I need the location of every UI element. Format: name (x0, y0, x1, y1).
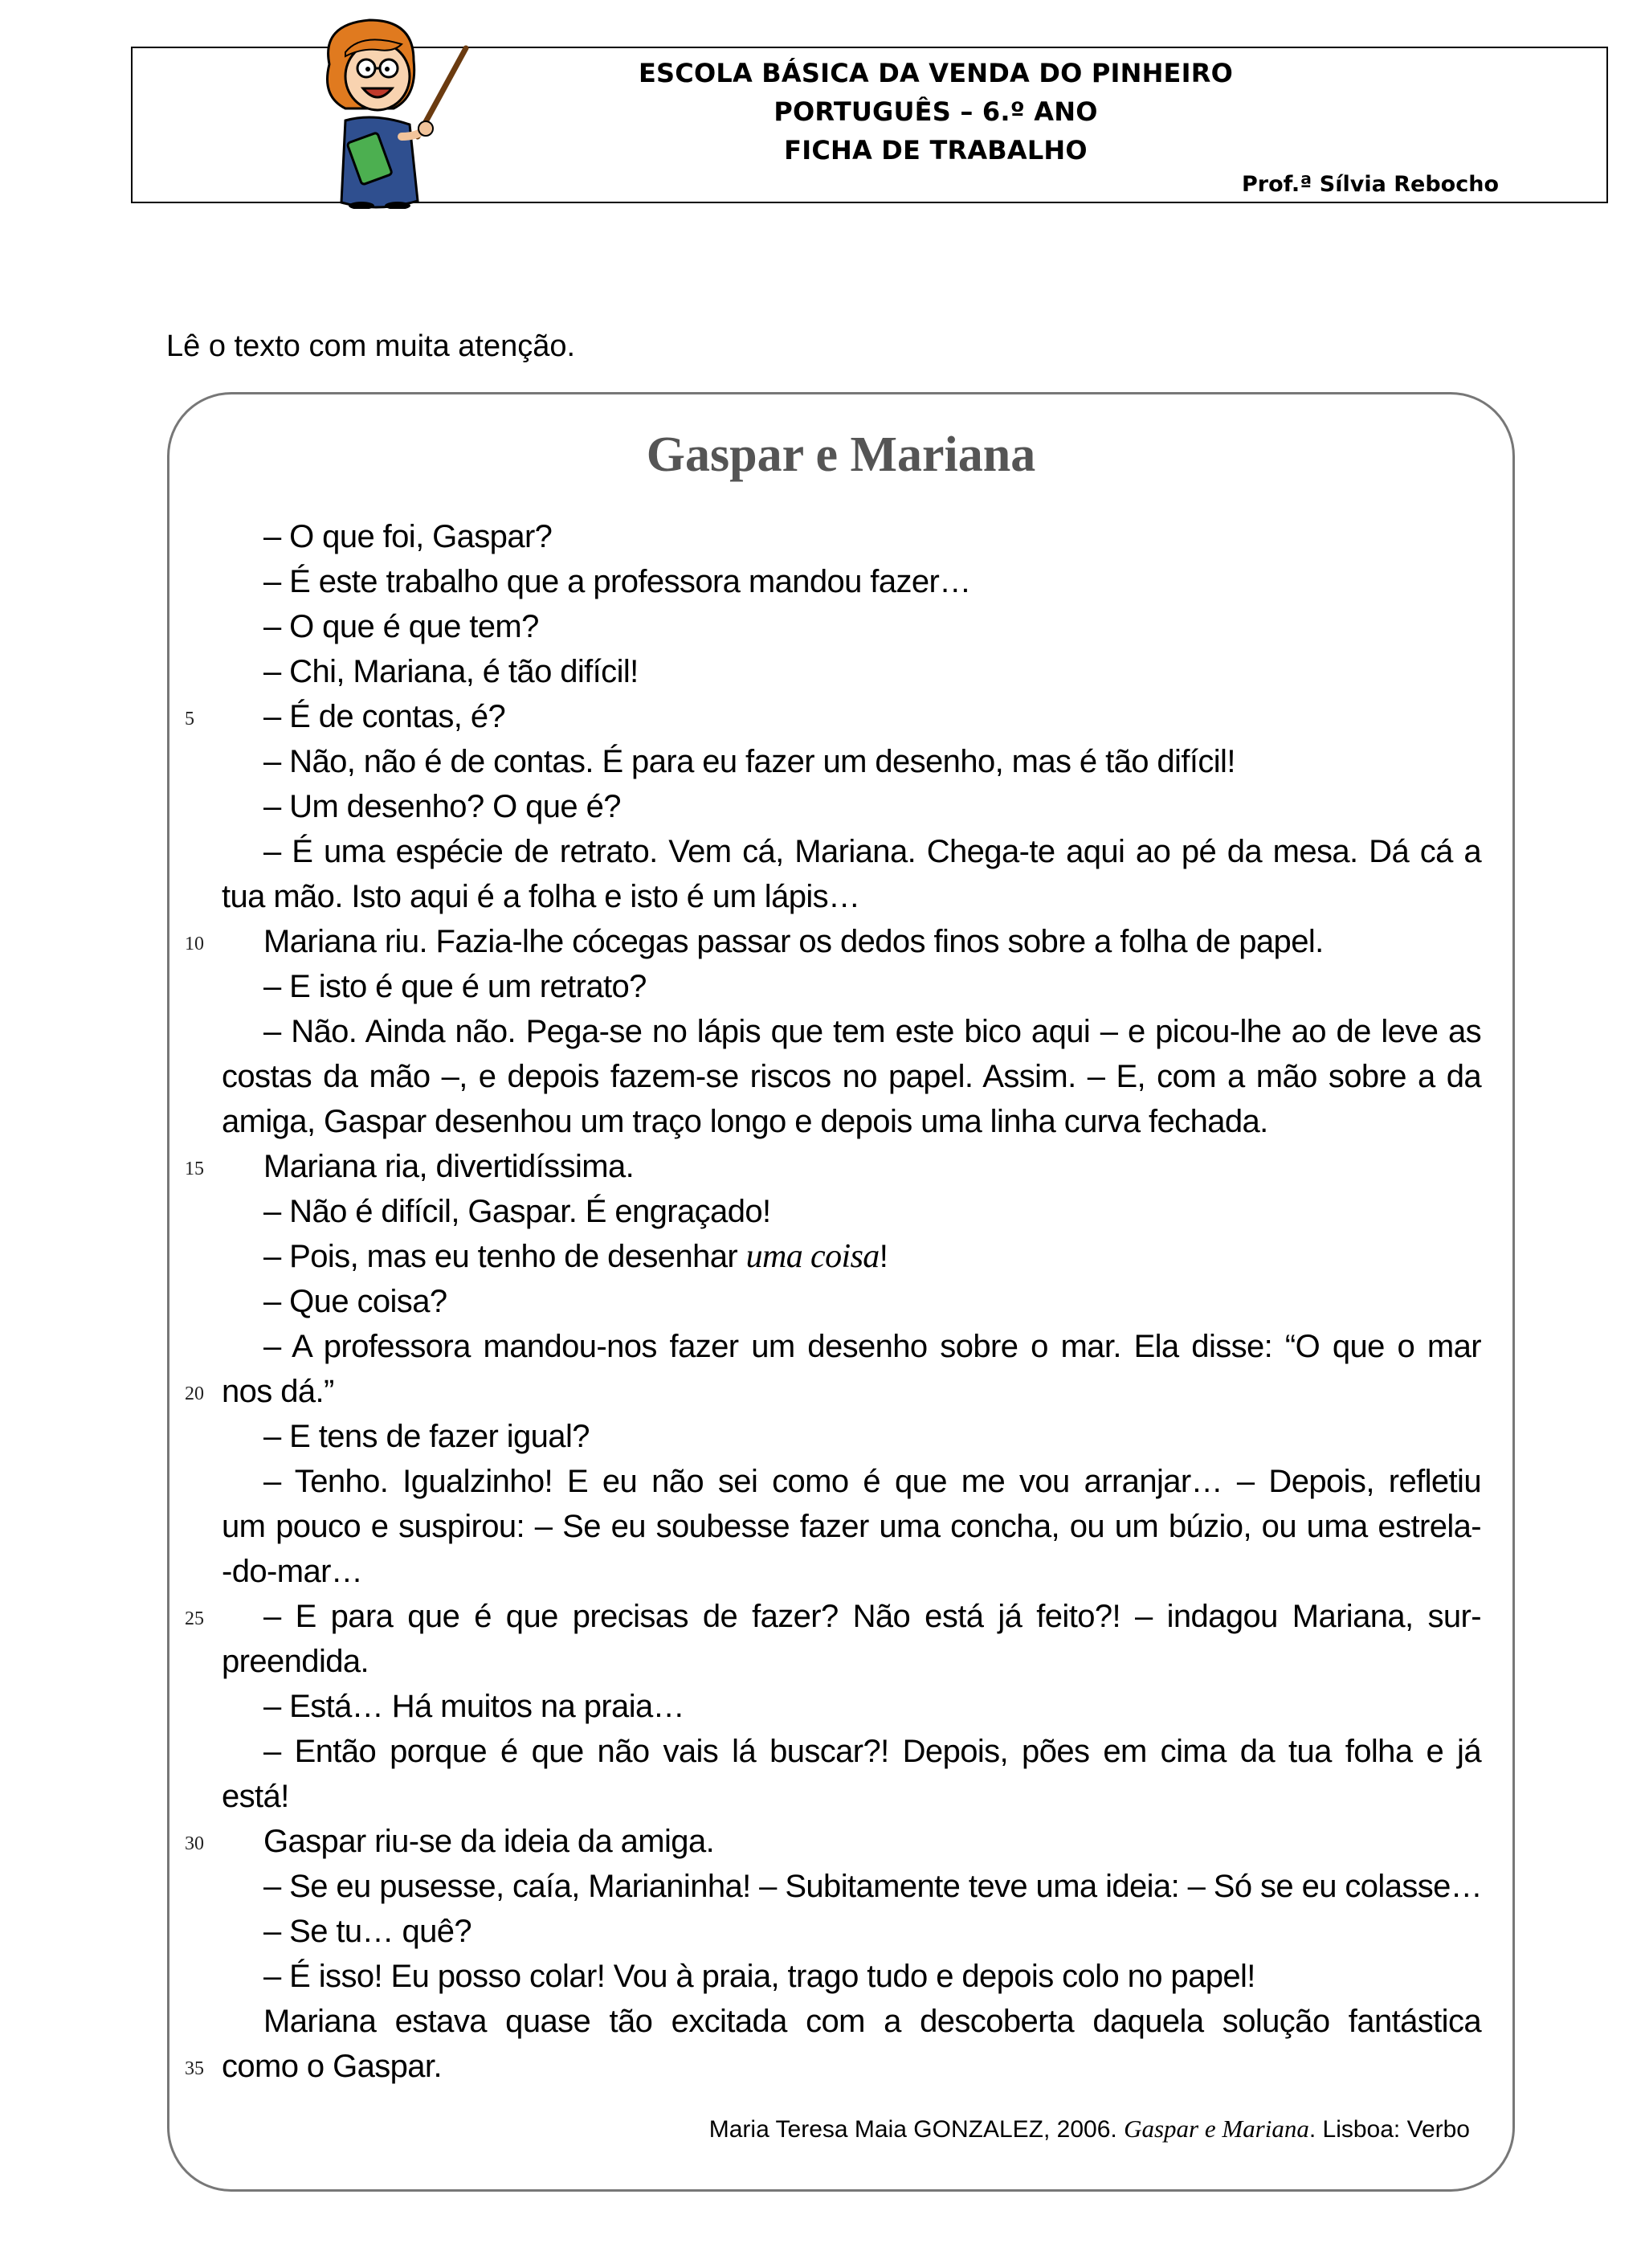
story-line: – Se tu… quê? (263, 1914, 472, 1949)
story-line-text: – Pois, mas eu tenho de desenhar (263, 1239, 746, 1274)
italic-phrase: uma coisa (745, 1238, 880, 1275)
teacher-name: Prof.ª Sílvia Rebocho (1242, 172, 1499, 197)
story-line: – Que coisa? (263, 1284, 447, 1319)
story-line: Mariana riu. Fazia-lhe cócegas passar os dedos finos sobre a folha de papel. (263, 924, 1324, 959)
story-line: Gaspar riu-se da ideia da amiga. (263, 1824, 715, 1859)
story-line: – E isto é que é um retrato? (263, 969, 647, 1004)
story-line: – É de contas, é? (263, 699, 506, 734)
story-line: – Está… Há muitos na praia… (263, 1689, 685, 1724)
story-line: está! (222, 1779, 289, 1814)
story-line: costas da mão –, e depois fazem-se riscos no papel. Assim. – E, com a mão sobre a da (222, 1059, 1481, 1094)
story-line: – Chi, Mariana, é tão difícil! (263, 654, 639, 689)
line-number: 35 (185, 2058, 204, 2079)
story-line: – Não é difícil, Gaspar. É engraçado! (263, 1194, 771, 1229)
story-line: Mariana ria, divertidíssima. (263, 1149, 635, 1184)
story-line: um pouco e suspirou: – Se eu soubesse fazer uma concha, ou um búzio, ou uma estrela- (222, 1509, 1481, 1544)
story-line: – O que é que tem? (263, 609, 539, 644)
story-line: -do-mar… (222, 1554, 363, 1589)
line-number: 10 (185, 934, 204, 954)
line-number: 20 (185, 1383, 204, 1404)
story-line: nos dá.” (222, 1374, 334, 1409)
story-line-end: ! (879, 1239, 888, 1274)
citation-book-title: Gaspar e Mariana (1124, 2115, 1309, 2143)
story-line: – Então porque é que não vais lá buscar?! Depois, pões em cima da tua folha e já (263, 1734, 1481, 1769)
story-line: Mariana estava quase tão excitada com a descoberta daquela solução fantástica (263, 2004, 1481, 2039)
worksheet-label: FICHA DE TRABALHO (784, 135, 1088, 166)
citation-author: Maria Teresa Maia GONZALEZ, 2006. (708, 2116, 1125, 2143)
subject-grade: PORTUGUÊS – 6.º ANO (774, 96, 1098, 127)
story-line: preendida. (222, 1644, 369, 1679)
story-line: – É este trabalho que a professora mandou fazer… (263, 564, 971, 599)
source-citation (709, 2115, 1470, 2143)
story-line: – A professora mandou-nos fazer um desenho sobre o mar. Ela disse: “O que o mar (263, 1329, 1481, 1364)
line-number: 15 (185, 1159, 204, 1179)
citation-publisher: . Lisboa: Verbo (1308, 2116, 1470, 2143)
school-name: ESCOLA BÁSICA DA VENDA DO PINHEIRO (639, 58, 1233, 88)
teacher-mascot-illustration (297, 16, 474, 209)
story-line: – É uma espécie de retrato. Vem cá, Mariana. Chega-te aqui ao pé da mesa. Dá cá a (263, 834, 1481, 869)
line-number: 25 (185, 1608, 204, 1629)
story-line: – É isso! Eu posso colar! Vou à praia, trago tudo e depois colo no papel! (263, 1959, 1255, 1994)
story-line: – Tenho. Igualzinho! E eu não sei como é que me vou arranjar… – Depois, refletiu (263, 1464, 1481, 1499)
story-line: como o Gaspar. (222, 2049, 442, 2084)
story-line-with-italic (263, 1234, 1483, 1279)
story-line: – Um desenho? O que é? (263, 789, 621, 824)
story-line: amiga, Gaspar desenhou um traço longo e depois uma linha curva fechada. (222, 1104, 1268, 1139)
story-line: – Não. Ainda não. Pega-se no lápis que tem este bico aqui – e picou-lhe ao de leve as (263, 1014, 1481, 1049)
story-line: – Não, não é de contas. É para eu fazer um desenho, mas é tão difícil! (263, 744, 1235, 779)
story-line: – E para que é que precisas de fazer? Não está já feito?! – indagou Mariana, sur- (263, 1599, 1481, 1634)
story-line: – E tens de fazer igual? (263, 1419, 590, 1454)
story-line: – O que foi, Gaspar? (263, 519, 553, 554)
reading-instruction: Lê o texto com muita atenção. (166, 329, 576, 363)
story-line: tua mão. Isto aqui é a folha e isto é um lápis… (222, 879, 860, 914)
story-title: Gaspar e Mariana (646, 427, 1036, 482)
line-number: 5 (185, 709, 194, 729)
line-number: 30 (185, 1833, 204, 1854)
story-line: – Se eu pusesse, caía, Marianinha! – Subitamente teve uma ideia: – Só se eu colasse… (263, 1869, 1483, 1904)
